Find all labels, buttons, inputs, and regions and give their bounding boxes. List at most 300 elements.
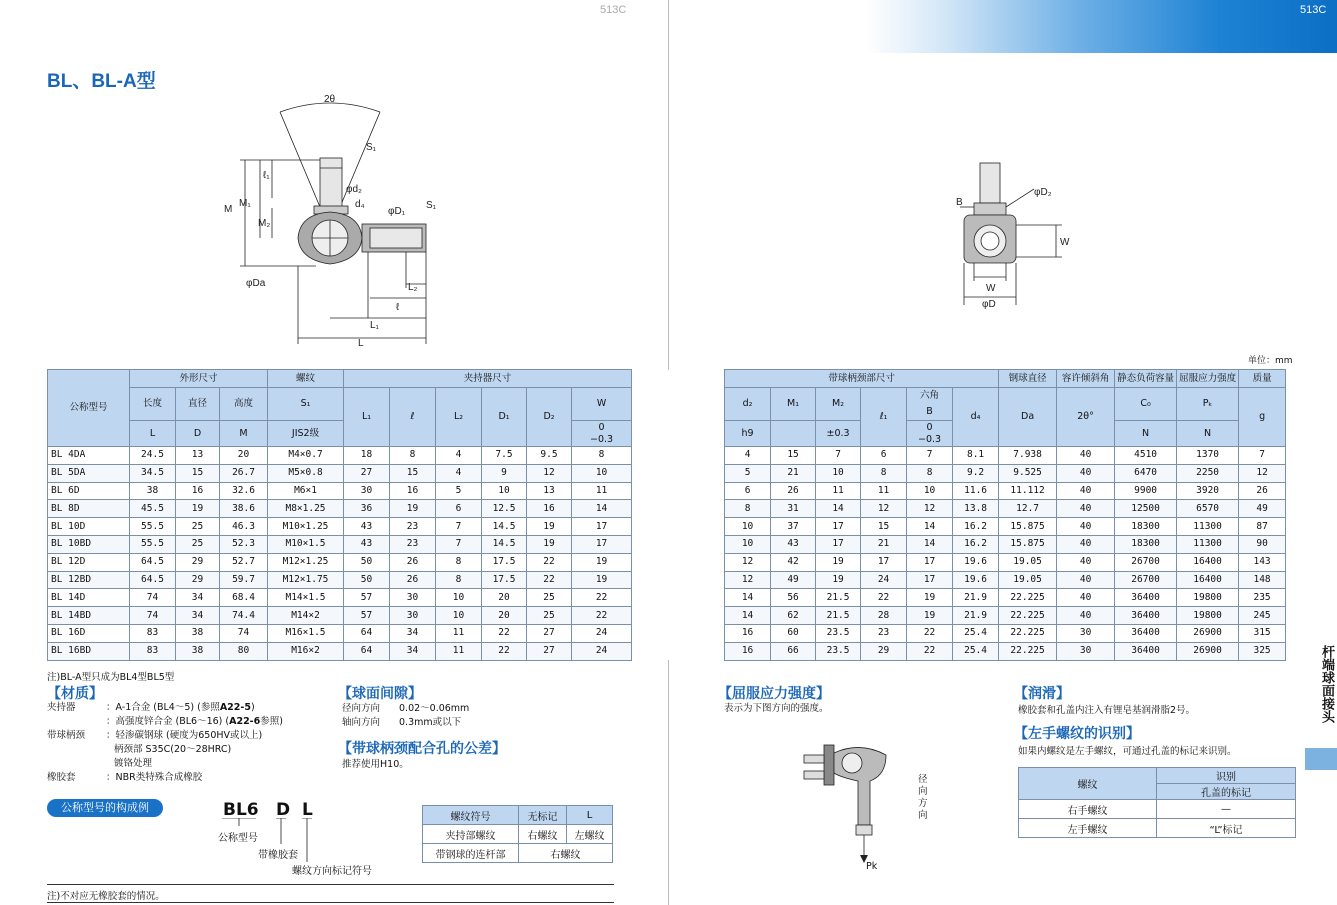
value-cell: 40 xyxy=(1057,607,1115,625)
yield-pk: Pk xyxy=(866,861,878,872)
value-cell: 15.875 xyxy=(999,535,1057,553)
value-cell: 11300 xyxy=(1177,535,1239,553)
model-cell: BL 12D xyxy=(48,553,130,571)
thread-r2c2: 右螺纹 xyxy=(519,844,613,863)
table-gap-cell xyxy=(632,518,725,536)
value-cell: 50 xyxy=(344,571,390,589)
material-boot-label: 橡胶套 xyxy=(47,772,76,783)
value-cell: 90 xyxy=(1239,535,1286,553)
model-cell: BL 16D xyxy=(48,624,130,642)
value-cell: 23.5 xyxy=(816,624,861,642)
value-cell: M16×2 xyxy=(268,642,344,660)
label-l1: L₁ xyxy=(370,320,379,331)
lh-col-thread: 螺纹 xyxy=(1019,768,1157,800)
material-heading: 【材质】 xyxy=(47,686,103,702)
value-cell: 17 xyxy=(907,571,953,589)
value-cell: 38 xyxy=(130,482,176,500)
thread-r1c2: 右螺纹 xyxy=(519,825,567,844)
value-cell: 43 xyxy=(771,535,816,553)
lefthand-text: 如果内螺纹是左手螺纹，可通过孔盖的标记来识别。 xyxy=(1018,746,1237,757)
value-cell: 17.5 xyxy=(482,553,527,571)
table-row xyxy=(48,500,1286,518)
model-example-pill: 公称型号的构成例 xyxy=(47,799,163,817)
clearance-axial-value: 0.3mm或以下 xyxy=(399,717,462,728)
value-cell: 42 xyxy=(771,553,816,571)
label-d4: d₄ xyxy=(355,199,365,210)
value-cell: 7 xyxy=(1239,447,1286,465)
value-cell: 10 xyxy=(725,535,771,553)
th-M: M xyxy=(220,421,268,447)
value-cell: 37 xyxy=(771,518,816,536)
table-gap-cell xyxy=(632,624,725,642)
value-cell: 64 xyxy=(344,642,390,660)
th-m1: M₁ xyxy=(771,388,816,421)
value-cell: 26900 xyxy=(1177,642,1239,660)
value-cell: 23.5 xyxy=(816,642,861,660)
value-cell: 59.7 xyxy=(220,571,268,589)
value-cell: 10 xyxy=(436,607,482,625)
value-cell: 19 xyxy=(527,518,572,536)
value-cell: 5 xyxy=(725,464,771,482)
model-cell: BL 12BD xyxy=(48,571,130,589)
code-l: L xyxy=(302,800,313,820)
value-cell: 10 xyxy=(816,464,861,482)
value-cell: 40 xyxy=(1057,518,1115,536)
th-c0-unit: N xyxy=(1115,421,1177,447)
thread-h3: L xyxy=(567,806,613,825)
table-gap-cell xyxy=(632,607,725,625)
value-cell: 22.225 xyxy=(999,642,1057,660)
code-label-model: 公称型号 xyxy=(218,833,258,844)
table-gap-cell xyxy=(632,500,725,518)
value-cell: 36400 xyxy=(1115,642,1177,660)
value-cell: 80 xyxy=(220,642,268,660)
th-g: g xyxy=(1239,388,1286,447)
model-cell: BL 10BD xyxy=(48,535,130,553)
table-row xyxy=(48,518,1286,536)
value-cell: 4 xyxy=(436,447,482,465)
thread-h2: 无标记 xyxy=(519,806,567,825)
value-cell: 57 xyxy=(344,589,390,607)
th-outer: 外形尺寸 xyxy=(130,370,268,388)
value-cell: 28 xyxy=(861,607,907,625)
value-cell: 40 xyxy=(1057,589,1115,607)
value-cell: 8 xyxy=(436,553,482,571)
code-label-thread: 螺纹方向标记符号 xyxy=(292,866,372,877)
value-cell: 38 xyxy=(176,642,220,660)
value-cell: 31 xyxy=(771,500,816,518)
model-cell: BL 5DA xyxy=(48,464,130,482)
value-cell: 21.5 xyxy=(816,607,861,625)
value-cell: 26 xyxy=(390,553,436,571)
value-cell: 20 xyxy=(220,447,268,465)
lube-text: 橡胶套和孔盖内注入有锂皂基润滑脂2号。 xyxy=(1018,705,1196,716)
table-row xyxy=(48,464,1286,482)
table-gap-cell xyxy=(632,589,725,607)
label-w-side: W xyxy=(1060,237,1070,248)
value-cell: 17 xyxy=(816,518,861,536)
model-cell: BL 14BD xyxy=(48,607,130,625)
value-cell: 6 xyxy=(436,500,482,518)
fit-heading: 【带球柄颈配合孔的公差】 xyxy=(338,741,506,757)
value-cell: 12 xyxy=(1239,464,1286,482)
value-cell: 40 xyxy=(1057,500,1115,518)
material-shank-2: 柄颈部 S35C(20〜28HRC) xyxy=(114,744,232,755)
value-cell: 24.5 xyxy=(130,447,176,465)
value-cell: 8 xyxy=(907,464,953,482)
value-cell: 56 xyxy=(771,589,816,607)
value-cell: 21.5 xyxy=(816,589,861,607)
value-cell: 17 xyxy=(572,518,632,536)
value-cell: 40 xyxy=(1057,482,1115,500)
th-s1: S₁ xyxy=(268,388,344,421)
th-ell1: ℓ₁ xyxy=(861,388,907,447)
table-row xyxy=(48,642,1286,660)
value-cell: 40 xyxy=(1057,464,1115,482)
value-cell: 11300 xyxy=(1177,518,1239,536)
model-example-note: 注)不对应无橡胶套的情况。 xyxy=(47,891,165,902)
th-D: D xyxy=(176,421,220,447)
value-cell: 22 xyxy=(861,589,907,607)
value-cell: 16 xyxy=(527,500,572,518)
value-cell: 9.525 xyxy=(999,464,1057,482)
table-gap-cell xyxy=(632,642,725,660)
value-cell: 12 xyxy=(861,500,907,518)
page-title: BL、BL-A型 xyxy=(47,71,156,92)
value-cell: M14×2 xyxy=(268,607,344,625)
value-cell: 19800 xyxy=(1177,589,1239,607)
value-cell: 64 xyxy=(344,624,390,642)
value-cell: 7.938 xyxy=(999,447,1057,465)
model-cell: BL 4DA xyxy=(48,447,130,465)
value-cell: 22.225 xyxy=(999,607,1057,625)
th-L: L xyxy=(130,421,176,447)
value-cell: 55.5 xyxy=(130,518,176,536)
value-cell: 30 xyxy=(1057,642,1115,660)
model-cell: BL 8D xyxy=(48,500,130,518)
lh-col-sub: 孔盖的标记 xyxy=(1157,784,1296,800)
value-cell: 4 xyxy=(725,447,771,465)
page-number-right: 513C xyxy=(1300,4,1327,16)
value-cell: 55.5 xyxy=(130,535,176,553)
model-cell: BL 16BD xyxy=(48,642,130,660)
value-cell: 10 xyxy=(436,589,482,607)
material-boot-1: ：NBR类特殊合成橡胶 xyxy=(106,772,203,783)
value-cell: 8.1 xyxy=(953,447,999,465)
model-cell: BL 14D xyxy=(48,589,130,607)
value-cell: 20 xyxy=(482,589,527,607)
value-cell: 19.6 xyxy=(953,553,999,571)
value-cell: 30 xyxy=(390,607,436,625)
th-c0: C₀ xyxy=(1115,388,1177,421)
value-cell: 5 xyxy=(436,482,482,500)
value-cell: 14 xyxy=(572,500,632,518)
value-cell: 19 xyxy=(907,589,953,607)
lh-col-id: 识别 xyxy=(1157,768,1296,784)
value-cell: 32.6 xyxy=(220,482,268,500)
value-cell: 10 xyxy=(907,482,953,500)
value-cell: 19.05 xyxy=(999,571,1057,589)
th-shank: 带球柄颈部尺寸 xyxy=(725,370,999,388)
value-cell: 18300 xyxy=(1115,535,1177,553)
value-cell: 16 xyxy=(725,624,771,642)
value-cell: 40 xyxy=(1057,553,1115,571)
value-cell: 26900 xyxy=(1177,624,1239,642)
value-cell: 245 xyxy=(1239,607,1286,625)
th-angle: 容许倾斜角 xyxy=(1057,370,1115,388)
value-cell: 60 xyxy=(771,624,816,642)
value-cell: 9 xyxy=(482,464,527,482)
value-cell: 22.225 xyxy=(999,624,1057,642)
value-cell: 14 xyxy=(725,607,771,625)
value-cell: 8 xyxy=(390,447,436,465)
value-cell: 22 xyxy=(527,553,572,571)
thread-r1c3: 左螺纹 xyxy=(567,825,613,844)
table-gap-cell xyxy=(632,482,725,500)
value-cell: 8 xyxy=(436,571,482,589)
value-cell: 17 xyxy=(816,535,861,553)
value-cell: 27 xyxy=(344,464,390,482)
value-cell: 1370 xyxy=(1177,447,1239,465)
label-da: φDa xyxy=(246,278,266,289)
value-cell: 11 xyxy=(436,624,482,642)
value-cell: 19.05 xyxy=(999,553,1057,571)
th-holder: 夹持器尺寸 xyxy=(344,370,632,388)
value-cell: 10 xyxy=(725,518,771,536)
value-cell: 46.3 xyxy=(220,518,268,536)
value-cell: 36400 xyxy=(1115,607,1177,625)
value-cell: 45.5 xyxy=(130,500,176,518)
value-cell: 22 xyxy=(482,642,527,660)
value-cell: 7 xyxy=(436,518,482,536)
value-cell: 143 xyxy=(1239,553,1286,571)
th-pk-unit: N xyxy=(1177,421,1239,447)
value-cell: 21 xyxy=(771,464,816,482)
material-holder-1: ：A-1合金 (BL4〜5) (参照A22-5) xyxy=(106,702,255,713)
side-tab-marker xyxy=(1305,748,1337,770)
value-cell: 57 xyxy=(344,607,390,625)
lh-row2-mark: “L”标记 xyxy=(1157,819,1296,838)
value-cell: 23 xyxy=(390,518,436,536)
model-cell: BL 6D xyxy=(48,482,130,500)
value-cell: 62 xyxy=(771,607,816,625)
value-cell: M12×1.75 xyxy=(268,571,344,589)
value-cell: 64.5 xyxy=(130,571,176,589)
value-cell: 10 xyxy=(482,482,527,500)
value-cell: 25 xyxy=(176,535,220,553)
table-row xyxy=(48,447,1286,465)
value-cell: 11.6 xyxy=(953,482,999,500)
value-cell: 325 xyxy=(1239,642,1286,660)
th-length: 长度 xyxy=(130,388,176,421)
value-cell: 36 xyxy=(344,500,390,518)
label-l2: L₂ xyxy=(408,282,418,293)
value-cell: 74.4 xyxy=(220,607,268,625)
value-cell: 14.5 xyxy=(482,518,527,536)
value-cell: M4×0.7 xyxy=(268,447,344,465)
value-cell: 19 xyxy=(176,500,220,518)
value-cell: 9900 xyxy=(1115,482,1177,500)
value-cell: 15 xyxy=(771,447,816,465)
value-cell: 16400 xyxy=(1177,571,1239,589)
value-cell: 43 xyxy=(344,535,390,553)
th-m2-tol: ±0.3 xyxy=(816,421,861,447)
value-cell: 11 xyxy=(861,482,907,500)
label-l: L xyxy=(358,338,364,349)
value-cell: 25.4 xyxy=(953,624,999,642)
th-jis: JIS2级 xyxy=(268,421,344,447)
label-d1: φD₁ xyxy=(388,206,406,217)
value-cell: 15 xyxy=(176,464,220,482)
value-cell: 34 xyxy=(176,607,220,625)
value-cell: 11 xyxy=(572,482,632,500)
value-cell: 23 xyxy=(861,624,907,642)
left-dimension-drawing xyxy=(220,88,450,350)
value-cell: 24 xyxy=(572,624,632,642)
value-cell: 8 xyxy=(725,500,771,518)
value-cell: M10×1.5 xyxy=(268,535,344,553)
th-d1: D₁ xyxy=(482,388,527,447)
value-cell: 15 xyxy=(390,464,436,482)
label-s1-top: S₁ xyxy=(366,142,377,153)
value-cell: 14 xyxy=(907,535,953,553)
value-cell: 74 xyxy=(130,607,176,625)
note-rule-top xyxy=(47,884,614,885)
value-cell: 17 xyxy=(572,535,632,553)
lh-row1-name: 右手螺纹 xyxy=(1019,800,1157,819)
yield-drawing xyxy=(800,715,900,875)
th-m1-blank xyxy=(771,421,816,447)
side-tab-label: 杆端球面接头 xyxy=(1319,645,1334,723)
value-cell: M12×1.25 xyxy=(268,553,344,571)
th-pk: Pₖ xyxy=(1177,388,1239,421)
value-cell: 2250 xyxy=(1177,464,1239,482)
value-cell: M16×1.5 xyxy=(268,624,344,642)
value-cell: 49 xyxy=(771,571,816,589)
value-cell: 13 xyxy=(176,447,220,465)
value-cell: 25 xyxy=(176,518,220,536)
value-cell: 83 xyxy=(130,642,176,660)
value-cell: 10 xyxy=(572,464,632,482)
value-cell: 17 xyxy=(907,553,953,571)
th-d4: d₄ xyxy=(953,388,999,447)
th-diameter: 直径 xyxy=(176,388,220,421)
label-m2: M₂ xyxy=(258,218,271,229)
value-cell: 30 xyxy=(344,482,390,500)
value-cell: M10×1.25 xyxy=(268,518,344,536)
th-thread: 螺纹 xyxy=(268,370,344,388)
value-cell: 43 xyxy=(344,518,390,536)
value-cell: M5×0.8 xyxy=(268,464,344,482)
value-cell: 22 xyxy=(572,589,632,607)
value-cell: 14 xyxy=(816,500,861,518)
th-l2: L₂ xyxy=(436,388,482,447)
value-cell: 15 xyxy=(861,518,907,536)
value-cell: 40 xyxy=(1057,535,1115,553)
value-cell: 15.875 xyxy=(999,518,1057,536)
value-cell: 68.4 xyxy=(220,589,268,607)
value-cell: 64.5 xyxy=(130,553,176,571)
value-cell: 12.5 xyxy=(482,500,527,518)
value-cell: M6×1 xyxy=(268,482,344,500)
value-cell: 40 xyxy=(1057,447,1115,465)
value-cell: 50 xyxy=(344,553,390,571)
value-cell: 19.6 xyxy=(953,571,999,589)
value-cell: 34.5 xyxy=(130,464,176,482)
value-cell: 3920 xyxy=(1177,482,1239,500)
value-cell: 74 xyxy=(220,624,268,642)
label-d2: φd₂ xyxy=(346,184,362,195)
label-2theta: 2θ xyxy=(324,94,336,105)
value-cell: 14.5 xyxy=(482,535,527,553)
yield-text: 表示为下图方向的强度。 xyxy=(724,703,829,714)
value-cell: 12 xyxy=(725,553,771,571)
lefthand-table xyxy=(1018,767,1296,838)
value-cell: 11 xyxy=(816,482,861,500)
value-cell: 7.5 xyxy=(482,447,527,465)
model-cell: BL 10D xyxy=(48,518,130,536)
value-cell: 8 xyxy=(861,464,907,482)
value-cell: 30 xyxy=(390,589,436,607)
value-cell: 34 xyxy=(176,589,220,607)
label-b: B xyxy=(956,197,963,208)
value-cell: 29 xyxy=(861,642,907,660)
value-cell: 27 xyxy=(527,642,572,660)
yield-heading: 【屈服应力强度】 xyxy=(718,686,830,702)
table-gap-cell xyxy=(632,447,725,465)
value-cell: 52.7 xyxy=(220,553,268,571)
value-cell: 74 xyxy=(130,589,176,607)
yield-direction-label: 径向方向 xyxy=(918,774,928,821)
value-cell: 4510 xyxy=(1115,447,1177,465)
value-cell: 4 xyxy=(436,464,482,482)
thread-symbol-table xyxy=(422,805,613,863)
value-cell: 20 xyxy=(482,607,527,625)
value-cell: 22 xyxy=(907,642,953,660)
value-cell: M14×1.5 xyxy=(268,589,344,607)
value-cell: 16 xyxy=(176,482,220,500)
value-cell: 18300 xyxy=(1115,518,1177,536)
value-cell: 16.2 xyxy=(953,518,999,536)
label-w-bottom: W xyxy=(986,283,996,294)
value-cell: 14 xyxy=(907,518,953,536)
value-cell: 66 xyxy=(771,642,816,660)
th-l1: L₁ xyxy=(344,388,390,447)
th-2theta: 2θ° xyxy=(1057,388,1115,447)
value-cell: 6570 xyxy=(1177,500,1239,518)
code-label-boot: 带橡胶套 xyxy=(258,850,298,861)
value-cell: 12 xyxy=(907,500,953,518)
value-cell: 40 xyxy=(1057,571,1115,589)
value-cell: 19 xyxy=(816,571,861,589)
value-cell: 11.112 xyxy=(999,482,1057,500)
table-row xyxy=(48,624,1286,642)
value-cell: 315 xyxy=(1239,624,1286,642)
label-m: M xyxy=(224,204,233,215)
th-load: 静态负荷容量 xyxy=(1115,370,1177,388)
value-cell: 19 xyxy=(527,535,572,553)
lefthand-heading: 【左手螺纹的识别】 xyxy=(1014,726,1140,742)
table-row xyxy=(48,607,1286,625)
label-s1-right: S₁ xyxy=(426,200,437,211)
label-d2-right: φD₂ xyxy=(1034,187,1052,198)
value-cell: 30 xyxy=(1057,624,1115,642)
value-cell: 11 xyxy=(436,642,482,660)
label-m1: M₁ xyxy=(239,198,251,209)
value-cell: 26700 xyxy=(1115,571,1177,589)
value-cell: 26.7 xyxy=(220,464,268,482)
value-cell: 21.9 xyxy=(953,589,999,607)
